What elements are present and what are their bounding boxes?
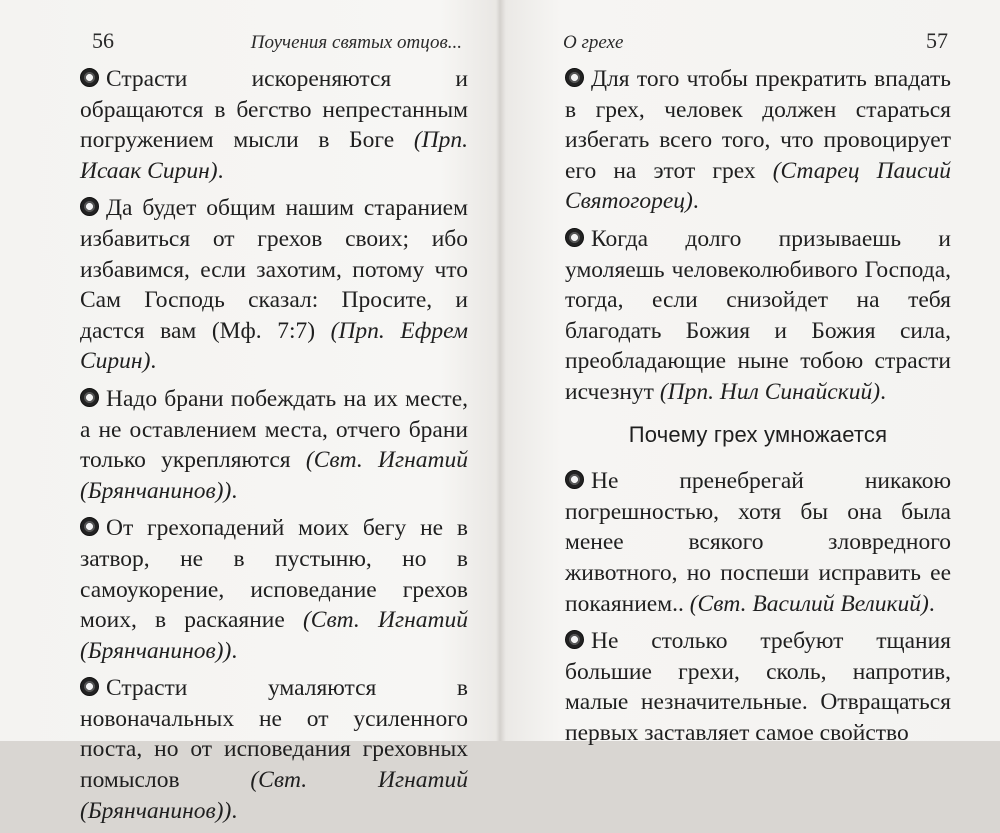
running-head-title: Поучения святых отцов... xyxy=(250,32,462,53)
paragraph-text: От грехопадений моих бегу не в затвор, не в пустыню, но в самоукорение, исповедание грехов моих, в раскаяние xyxy=(80,515,468,634)
citation: (Прп. Исаак Сирин) xyxy=(80,127,468,184)
ornament-bullet-icon xyxy=(80,517,99,536)
paragraph xyxy=(80,64,468,186)
paragraph-end: . xyxy=(231,477,238,504)
paragraph xyxy=(80,673,468,826)
paragraph xyxy=(80,384,468,506)
citation: (Свт. Игнатий (Брянчанинов)) xyxy=(80,607,468,664)
ornament-bullet-icon xyxy=(565,228,584,247)
right-page-text xyxy=(565,64,951,755)
paragraph xyxy=(80,513,468,666)
paragraph-text: Когда долго призываешь и умоляешь человеколюбивого Господа, тогда, если снизойдет на тебя благодать Божия и Божия сила, преобладающие ныне тобою страсти исчезнут xyxy=(565,225,951,405)
page-number: 57 xyxy=(926,28,948,53)
ornament-bullet-icon xyxy=(80,388,99,407)
citation: (Свт. Игнатий (Брянчанинов)) xyxy=(80,447,468,504)
paragraph-end: . xyxy=(928,590,935,617)
citation: (Прп. Нил Синайский) xyxy=(659,378,881,405)
running-head xyxy=(92,28,462,68)
left-page-text xyxy=(80,64,468,833)
page-number: 56 xyxy=(92,28,114,53)
paragraph-text: Не пренебрегай никакою погрешностью, хотя бы она была менее всякого зловредного животного, но поспеши исправить ее покаянием.. xyxy=(565,468,951,617)
ornament-bullet-icon xyxy=(80,677,99,696)
paragraph-end: . xyxy=(150,348,157,375)
citation: (Прп. Ефрем Сирин) xyxy=(80,317,468,375)
ornament-bullet-icon xyxy=(80,68,99,87)
running-head-title: О грехе xyxy=(563,32,624,53)
ornament-bullet-icon xyxy=(565,630,584,649)
paragraph xyxy=(80,193,468,377)
paragraph xyxy=(565,626,951,748)
paragraph-end: . xyxy=(231,637,238,664)
paragraph-text: Страсти искореняются и обращаются в бегство непрестанным погружением мысли в Боге xyxy=(80,66,468,154)
paragraph-text: Для того чтобы прекратить впадать в грех, человек должен стараться избегать всего того, что провоцирует его на этот грех xyxy=(565,66,951,184)
left-page xyxy=(0,0,497,824)
paragraph xyxy=(565,64,951,217)
ornament-bullet-icon xyxy=(80,197,99,216)
citation: (Свт. Игнатий (Брянчанинов)) xyxy=(80,767,468,824)
paragraph-end: . xyxy=(217,157,224,184)
right-page xyxy=(503,0,1000,746)
section-heading: Почему грех умножается xyxy=(628,421,888,447)
paragraph xyxy=(565,466,951,619)
paragraph-text: Надо брани побеждать на их месте, а не оставлением места, отчего брани только укрепляются xyxy=(80,385,468,474)
paragraph-text: Страсти умаляются в новоначальных не от усиленного поста, но от исповедания греховных помыслов xyxy=(80,675,468,794)
paragraph-text: Не столько требуют тщания большие грехи, сколь, напротив, малые незначительные. Отвращаться первых заставляет самое свойство xyxy=(565,628,951,746)
citation: (Старец Паисий Святогорец) xyxy=(565,157,951,215)
ornament-bullet-icon xyxy=(565,470,584,489)
paragraph-end: . xyxy=(880,378,886,405)
paragraph xyxy=(565,224,951,408)
citation: (Свт. Василий Великий) xyxy=(689,590,929,617)
paragraph-group xyxy=(565,466,951,748)
paragraph-group xyxy=(565,64,951,408)
running-head xyxy=(563,28,948,68)
paragraph-end: . xyxy=(692,188,699,215)
ornament-bullet-icon xyxy=(565,68,584,87)
paragraph-text: Да будет общим нашим старанием избавиться от грехов своих; ибо избавимся, если захотим, потому что Сам Господь сказал: Просите, и дастся вам (Мф. 7:7) xyxy=(80,195,468,344)
paragraph-end: . xyxy=(231,797,238,824)
